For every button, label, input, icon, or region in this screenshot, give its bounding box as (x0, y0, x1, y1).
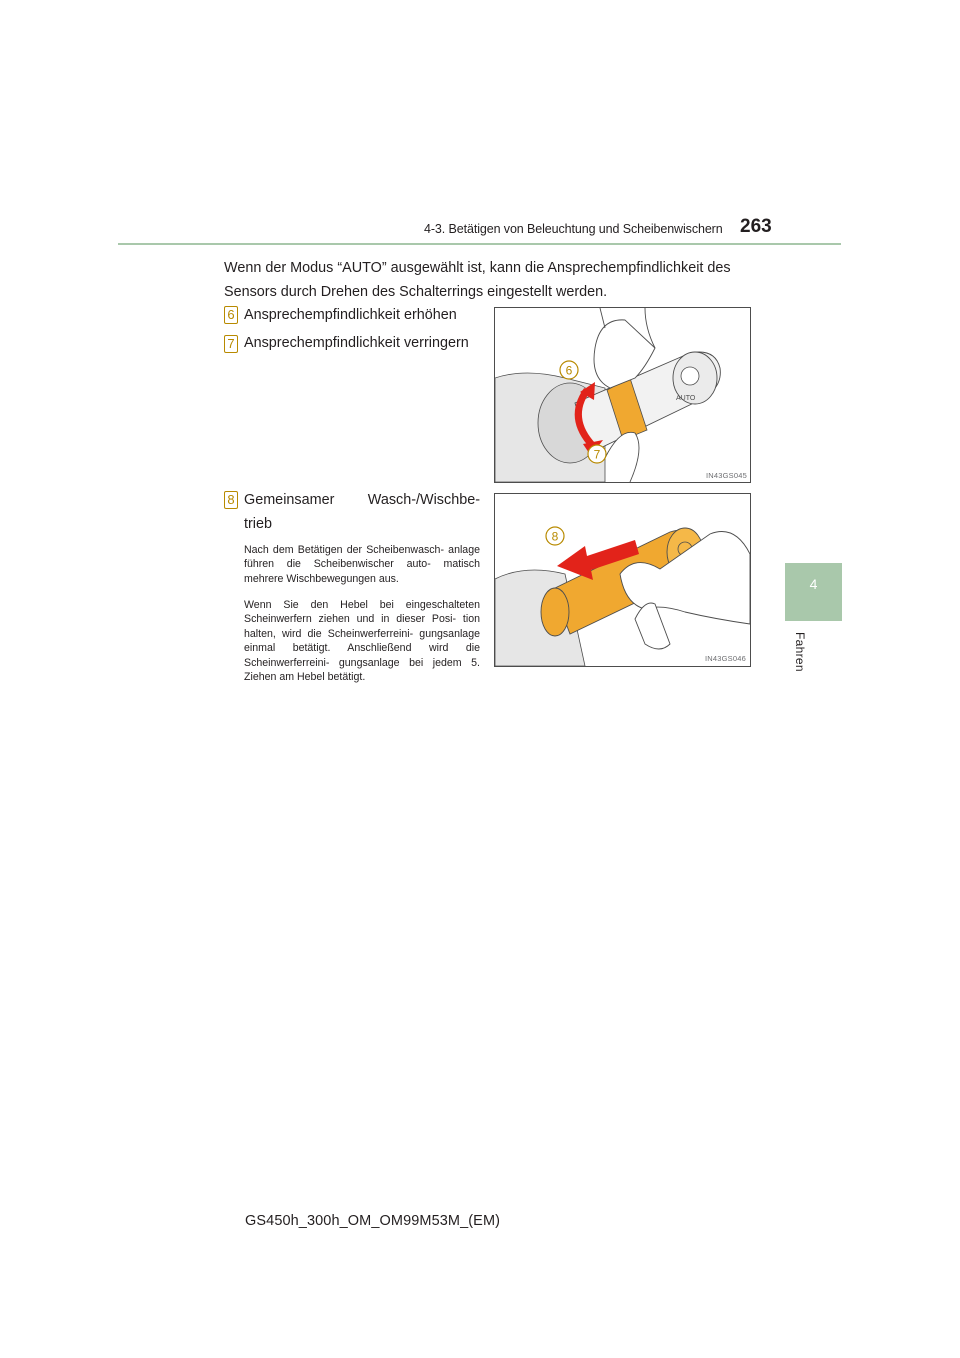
note-headlamp-cleaner: Wenn Sie den Hebel bei eingeschalteten Scheinwerfern ziehen und in dieser Posi- tion halten, wird die Scheinwerferreini- gungsanlage einmal betätigt. Anschließend wird die Scheinwerferreini- gungsanlage bei jedem 5. Ziehen am Hebel betätigt. (244, 599, 480, 684)
section-title: 4-3. Betätigen von Beleuchtung und Scheibenwischern (424, 222, 723, 236)
item-label-decrease: Ansprechempfindlichkeit verringern (244, 335, 469, 351)
intro-paragraph: Wenn der Modus “AUTO” ausgewählt ist, kann die Ansprechempfindlichkeit des Sensors durch Drehen des Schalterrings eingestellt werden. (224, 260, 731, 300)
note-wash-wipe: Nach dem Betätigen der Scheibenwasch- anlage führen die Scheibenwischer auto- matisch mehrere Wischbewegungen aus. (244, 544, 480, 585)
callout-8: 8 (551, 529, 559, 544)
figure-wash-wipe-illustration (495, 494, 750, 666)
model-code: GS450h_300h_OM_OM99M53M_(EM) (245, 1213, 501, 1229)
item-number-7-icon: 7 (224, 335, 238, 353)
chapter-tab (785, 563, 842, 621)
item-number-8-icon: 8 (224, 491, 238, 509)
figure-sensitivity-illustration (495, 308, 750, 482)
callout-7: 7 (593, 447, 601, 462)
chapter-tab-number: 4 (809, 576, 818, 592)
header-divider (118, 243, 841, 245)
callout-6: 6 (565, 363, 573, 378)
auto-label-1: AUTO (676, 395, 696, 402)
page-number: 263 (740, 216, 772, 237)
figure-code: IN43GS046 (705, 654, 746, 663)
figure-wash-wipe (494, 493, 751, 667)
item-label-increase: Ansprechempfindlichkeit erhöhen (244, 307, 457, 323)
item-number-6-icon: 6 (224, 306, 238, 324)
item-label-wash-wipe: Gemeinsamer Wasch-/Wischbe- trieb (244, 492, 480, 532)
chapter-tab-label: Fahren (793, 632, 807, 672)
figure-code: IN43GS045 (706, 471, 747, 480)
figure-sensitivity-ring (494, 307, 751, 483)
